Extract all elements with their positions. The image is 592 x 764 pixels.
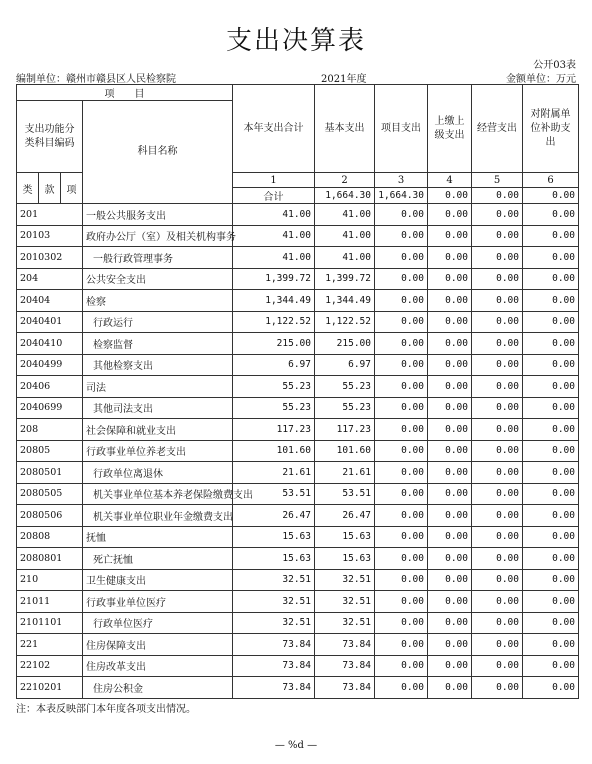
row-value: 0.00 xyxy=(428,569,472,591)
row-value: 0.00 xyxy=(472,440,523,462)
row-subject-name: 机关事业单位职业年金缴费支出 xyxy=(83,505,233,527)
row-value: 0.00 xyxy=(472,655,523,677)
row-code: 204 xyxy=(17,268,83,290)
row-code: 2080501 xyxy=(17,462,83,484)
col-num-3: 3 xyxy=(375,173,428,188)
row-value: 0.00 xyxy=(472,419,523,441)
row-value: 32.51 xyxy=(315,569,375,591)
row-code: 2080505 xyxy=(17,483,83,505)
row-value: 0.00 xyxy=(428,505,472,527)
row-value: 0.00 xyxy=(375,419,428,441)
row-value: 6.97 xyxy=(233,354,315,376)
row-value: 0.00 xyxy=(428,677,472,699)
row-value: 73.84 xyxy=(233,655,315,677)
row-value: 0.00 xyxy=(523,225,579,247)
table-row xyxy=(17,612,579,634)
row-value: 55.23 xyxy=(315,397,375,419)
total-value: 1,664.30 xyxy=(375,188,428,204)
header-kuan: 款 xyxy=(39,173,61,204)
row-value: 1,399.72 xyxy=(233,268,315,290)
row-value: 73.84 xyxy=(233,677,315,699)
table-row xyxy=(17,677,579,699)
table-note: 注：本表反映部门本年度各项支出情况。 xyxy=(16,704,196,715)
row-value: 0.00 xyxy=(428,376,472,398)
row-value: 1,122.52 xyxy=(315,311,375,333)
row-value: 41.00 xyxy=(233,204,315,226)
row-value: 0.00 xyxy=(472,548,523,570)
row-value: 0.00 xyxy=(523,612,579,634)
header-subsidiary: 对附属单位补助支出 xyxy=(523,85,579,173)
row-value: 21.61 xyxy=(233,462,315,484)
row-value: 0.00 xyxy=(428,612,472,634)
row-code: 2010302 xyxy=(17,247,83,269)
page-footer: — %d — xyxy=(274,740,318,751)
row-value: 215.00 xyxy=(315,333,375,355)
row-value: 0.00 xyxy=(375,247,428,269)
row-value: 15.63 xyxy=(315,548,375,570)
row-value: 0.00 xyxy=(375,483,428,505)
row-value: 55.23 xyxy=(233,376,315,398)
row-value: 0.00 xyxy=(375,376,428,398)
row-subject-name: 死亡抚恤 xyxy=(83,548,233,570)
expenditure-table xyxy=(16,84,579,699)
row-value: 101.60 xyxy=(315,440,375,462)
total-value: 0.00 xyxy=(472,188,523,204)
row-value: 0.00 xyxy=(523,204,579,226)
table-row xyxy=(17,397,579,419)
row-value: 0.00 xyxy=(375,204,428,226)
row-value: 0.00 xyxy=(523,462,579,484)
row-value: 55.23 xyxy=(315,376,375,398)
row-value: 1,344.49 xyxy=(233,290,315,312)
row-code: 2101101 xyxy=(17,612,83,634)
row-subject-name: 司法 xyxy=(83,376,233,398)
row-value: 32.51 xyxy=(315,612,375,634)
row-value: 0.00 xyxy=(428,333,472,355)
row-value: 0.00 xyxy=(472,526,523,548)
row-code: 2040401 xyxy=(17,311,83,333)
row-value: 0.00 xyxy=(428,354,472,376)
row-value: 0.00 xyxy=(375,290,428,312)
table-row xyxy=(17,290,579,312)
row-value: 0.00 xyxy=(375,268,428,290)
header-func-code: 支出功能分类科目编码 xyxy=(17,101,83,173)
row-code: 20406 xyxy=(17,376,83,398)
row-value: 0.00 xyxy=(472,569,523,591)
row-value: 0.00 xyxy=(472,204,523,226)
total-label: 合计 xyxy=(233,188,315,204)
row-value: 0.00 xyxy=(375,397,428,419)
row-value: 0.00 xyxy=(523,569,579,591)
table-row xyxy=(17,311,579,333)
header-xiangmu: 项 目 xyxy=(17,85,233,101)
row-value: 0.00 xyxy=(375,526,428,548)
row-value: 53.51 xyxy=(315,483,375,505)
table-row xyxy=(17,225,579,247)
table-row xyxy=(17,548,579,570)
row-value: 101.60 xyxy=(233,440,315,462)
header-lei: 类 xyxy=(17,173,39,204)
total-value: 1,664.30 xyxy=(315,188,375,204)
row-value: 0.00 xyxy=(523,247,579,269)
table-row xyxy=(17,204,579,226)
header-basic: 基本支出 xyxy=(315,85,375,173)
header-upper: 上缴上级支出 xyxy=(428,85,472,173)
row-value: 32.51 xyxy=(233,591,315,613)
row-value: 41.00 xyxy=(315,204,375,226)
table-row xyxy=(17,268,579,290)
row-value: 32.51 xyxy=(315,591,375,613)
table-row xyxy=(17,354,579,376)
row-subject-name: 一般行政管理事务 xyxy=(83,247,233,269)
row-code: 2040499 xyxy=(17,354,83,376)
row-code: 20808 xyxy=(17,526,83,548)
row-value: 0.00 xyxy=(428,462,472,484)
row-value: 0.00 xyxy=(428,311,472,333)
header-project: 项目支出 xyxy=(375,85,428,173)
row-code: 22102 xyxy=(17,655,83,677)
row-value: 41.00 xyxy=(233,225,315,247)
col-num-6: 6 xyxy=(523,173,579,188)
row-value: 0.00 xyxy=(375,677,428,699)
row-value: 0.00 xyxy=(375,505,428,527)
row-code: 208 xyxy=(17,419,83,441)
row-subject-name: 住房公积金 xyxy=(83,677,233,699)
row-value: 41.00 xyxy=(315,247,375,269)
row-value: 0.00 xyxy=(375,634,428,656)
row-value: 0.00 xyxy=(472,376,523,398)
row-value: 0.00 xyxy=(375,311,428,333)
money-unit: 金额单位：万元 xyxy=(506,74,576,85)
header-subject-name: 科目名称 xyxy=(83,101,233,204)
row-value: 0.00 xyxy=(523,634,579,656)
row-value: 0.00 xyxy=(375,569,428,591)
table-row xyxy=(17,655,579,677)
row-value: 0.00 xyxy=(428,591,472,613)
row-value: 53.51 xyxy=(233,483,315,505)
row-code: 201 xyxy=(17,204,83,226)
row-value: 0.00 xyxy=(375,440,428,462)
row-value: 0.00 xyxy=(472,612,523,634)
row-value: 0.00 xyxy=(523,677,579,699)
table-row xyxy=(17,634,579,656)
row-value: 0.00 xyxy=(472,462,523,484)
row-subject-name: 行政事业单位养老支出 xyxy=(83,440,233,462)
row-code: 20103 xyxy=(17,225,83,247)
row-value: 0.00 xyxy=(428,548,472,570)
total-value: 0.00 xyxy=(523,188,579,204)
row-code: 20404 xyxy=(17,290,83,312)
row-value: 32.51 xyxy=(233,569,315,591)
row-value: 0.00 xyxy=(472,483,523,505)
row-subject-name: 机关事业单位基本养老保险缴费支出 xyxy=(83,483,233,505)
row-value: 0.00 xyxy=(428,419,472,441)
row-value: 1,122.52 xyxy=(233,311,315,333)
row-value: 15.63 xyxy=(233,526,315,548)
row-value: 215.00 xyxy=(233,333,315,355)
row-value: 41.00 xyxy=(315,225,375,247)
row-value: 73.84 xyxy=(315,634,375,656)
row-value: 73.84 xyxy=(315,655,375,677)
table-row xyxy=(17,419,579,441)
row-value: 0.00 xyxy=(523,655,579,677)
row-value: 0.00 xyxy=(523,311,579,333)
table-row xyxy=(17,333,579,355)
row-value: 117.23 xyxy=(315,419,375,441)
row-value: 0.00 xyxy=(428,397,472,419)
row-subject-name: 社会保障和就业支出 xyxy=(83,419,233,441)
form-code: 公开03表 xyxy=(533,60,576,71)
row-value: 26.47 xyxy=(315,505,375,527)
table-row xyxy=(17,569,579,591)
table-header xyxy=(17,85,579,204)
table-row xyxy=(17,247,579,269)
row-subject-name: 住房改革支出 xyxy=(83,655,233,677)
row-code: 2040410 xyxy=(17,333,83,355)
row-value: 0.00 xyxy=(472,677,523,699)
row-value: 0.00 xyxy=(472,290,523,312)
row-value: 0.00 xyxy=(472,634,523,656)
row-value: 0.00 xyxy=(428,634,472,656)
row-code: 2040699 xyxy=(17,397,83,419)
row-value: 0.00 xyxy=(472,225,523,247)
col-num-2: 2 xyxy=(315,173,375,188)
row-value: 0.00 xyxy=(472,397,523,419)
row-subject-name: 行政单位医疗 xyxy=(83,612,233,634)
row-value: 0.00 xyxy=(523,268,579,290)
header-business: 经营支出 xyxy=(472,85,523,173)
row-value: 0.00 xyxy=(472,333,523,355)
row-subject-name: 抚恤 xyxy=(83,526,233,548)
row-value: 0.00 xyxy=(428,247,472,269)
compiling-unit: 编制单位：赣州市赣县区人民检察院 xyxy=(16,74,176,85)
row-value: 0.00 xyxy=(523,505,579,527)
row-value: 0.00 xyxy=(428,225,472,247)
row-value: 0.00 xyxy=(375,612,428,634)
row-subject-name: 行政事业单位医疗 xyxy=(83,591,233,613)
row-subject-name: 检察监督 xyxy=(83,333,233,355)
table-row xyxy=(17,462,579,484)
row-value: 0.00 xyxy=(428,440,472,462)
total-value: 0.00 xyxy=(428,188,472,204)
row-value: 0.00 xyxy=(523,290,579,312)
meta-row xyxy=(16,70,576,84)
row-subject-name: 其他检察支出 xyxy=(83,354,233,376)
row-value: 15.63 xyxy=(233,548,315,570)
row-value: 0.00 xyxy=(523,397,579,419)
row-subject-name: 公共安全支出 xyxy=(83,268,233,290)
header-xiang: 项 xyxy=(61,173,83,204)
row-value: 0.00 xyxy=(375,655,428,677)
row-value: 1,344.49 xyxy=(315,290,375,312)
row-subject-name: 行政运行 xyxy=(83,311,233,333)
row-code: 21011 xyxy=(17,591,83,613)
row-code: 2210201 xyxy=(17,677,83,699)
row-subject-name: 一般公共服务支出 xyxy=(83,204,233,226)
row-value: 0.00 xyxy=(428,290,472,312)
table-row xyxy=(17,376,579,398)
row-value: 0.00 xyxy=(523,354,579,376)
row-subject-name: 检察 xyxy=(83,290,233,312)
row-value: 0.00 xyxy=(375,548,428,570)
row-code: 20805 xyxy=(17,440,83,462)
row-value: 0.00 xyxy=(523,419,579,441)
header-total: 本年支出合计 xyxy=(233,85,315,173)
row-value: 117.23 xyxy=(233,419,315,441)
row-subject-name: 其他司法支出 xyxy=(83,397,233,419)
row-value: 0.00 xyxy=(523,591,579,613)
row-value: 32.51 xyxy=(233,612,315,634)
row-value: 0.00 xyxy=(428,526,472,548)
row-value: 26.47 xyxy=(233,505,315,527)
row-value: 55.23 xyxy=(233,397,315,419)
row-value: 0.00 xyxy=(472,247,523,269)
row-value: 73.84 xyxy=(315,677,375,699)
row-value: 0.00 xyxy=(428,268,472,290)
col-num-4: 4 xyxy=(428,173,472,188)
row-value: 0.00 xyxy=(375,591,428,613)
table-row xyxy=(17,526,579,548)
col-num-1: 1 xyxy=(233,173,315,188)
row-value: 0.00 xyxy=(523,526,579,548)
table-row xyxy=(17,591,579,613)
table-row xyxy=(17,483,579,505)
table-row xyxy=(17,505,579,527)
row-value: 0.00 xyxy=(523,333,579,355)
row-value: 73.84 xyxy=(233,634,315,656)
row-code: 2080801 xyxy=(17,548,83,570)
table-row xyxy=(17,440,579,462)
row-value: 0.00 xyxy=(523,440,579,462)
row-subject-name: 行政单位离退休 xyxy=(83,462,233,484)
page-title: 支出决算表 xyxy=(225,26,366,56)
row-value: 0.00 xyxy=(472,354,523,376)
row-value: 0.00 xyxy=(472,268,523,290)
row-code: 221 xyxy=(17,634,83,656)
row-code: 2080506 xyxy=(17,505,83,527)
row-value: 1,399.72 xyxy=(315,268,375,290)
row-value: 0.00 xyxy=(428,204,472,226)
row-code: 210 xyxy=(17,569,83,591)
row-value: 0.00 xyxy=(375,225,428,247)
row-value: 0.00 xyxy=(428,483,472,505)
row-value: 0.00 xyxy=(523,483,579,505)
row-value: 0.00 xyxy=(428,655,472,677)
row-value: 21.61 xyxy=(315,462,375,484)
row-value: 0.00 xyxy=(375,333,428,355)
row-value: 15.63 xyxy=(315,526,375,548)
row-value: 0.00 xyxy=(523,548,579,570)
row-value: 0.00 xyxy=(375,462,428,484)
row-subject-name: 住房保障支出 xyxy=(83,634,233,656)
row-value: 0.00 xyxy=(472,311,523,333)
row-subject-name: 卫生健康支出 xyxy=(83,569,233,591)
row-subject-name: 政府办公厅（室）及相关机构事务 xyxy=(83,225,233,247)
col-num-5: 5 xyxy=(472,173,523,188)
table-body xyxy=(17,204,579,699)
row-value: 0.00 xyxy=(472,505,523,527)
row-value: 0.00 xyxy=(523,376,579,398)
row-value: 0.00 xyxy=(472,591,523,613)
row-value: 0.00 xyxy=(375,354,428,376)
fiscal-year: 2021年度 xyxy=(321,74,367,85)
row-value: 41.00 xyxy=(233,247,315,269)
row-value: 6.97 xyxy=(315,354,375,376)
